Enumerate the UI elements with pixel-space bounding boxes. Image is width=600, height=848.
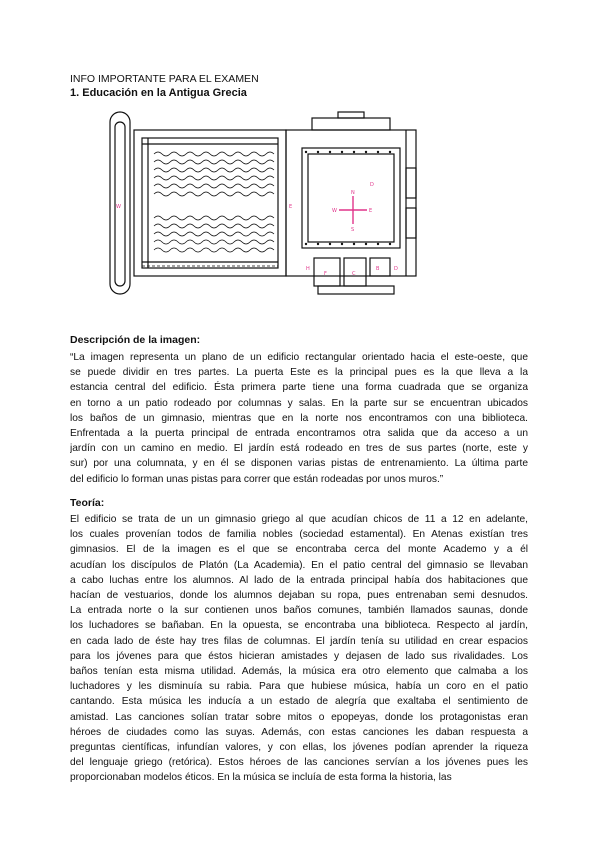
text-line: proporcionaban modelos éticos. En la música se incluía de esta forma la historia, las bbox=[70, 772, 452, 784]
compass-n: N bbox=[351, 190, 355, 196]
text-line: los luchadores se bañaban. En la opuesta, se encontraba una biblioteca. Respecto al jardín, bbox=[70, 620, 528, 632]
text-line: jardín con un camino en medio. El jardín está rodeado en tres de sus partes (norte, este y bbox=[70, 443, 528, 455]
compass-s: S bbox=[351, 227, 355, 233]
central-courtyard bbox=[302, 148, 400, 248]
text-line: cantando. Esta música les inducía a un estado de alegría que exaltaba el sentimiento de bbox=[70, 696, 528, 708]
description-paragraph bbox=[70, 350, 528, 487]
garden-pattern bbox=[142, 152, 278, 266]
section-title: 1. Educación en la Antigua Grecia bbox=[70, 87, 247, 99]
document-header: INFO IMPORTANTE PARA EL EXAMEN bbox=[70, 73, 259, 85]
text-line: gimnasios. El de la imagen es el que se encontraba cerca del monte Academo y a él bbox=[70, 544, 528, 556]
garden-inner bbox=[142, 138, 278, 268]
text-line: para los jóvenes para que éstos hicieran amistades y dejasen de lado sus rivalidades. Los bbox=[70, 650, 528, 662]
gymnasium-floor-plan bbox=[106, 108, 424, 300]
text-line: hacían de vestuarios, donde los alumnos dejaban su ropa, pues entrenaban semi desnudos. bbox=[70, 590, 528, 602]
compass-icon bbox=[339, 196, 367, 224]
running-track-outer bbox=[110, 112, 130, 294]
text-line: héroes de ciudades como las suyas. Además, con estas canciones les daban respuesta a bbox=[70, 726, 528, 738]
label-d2: D bbox=[394, 266, 398, 272]
text-line: “La imagen representa un plano de un edificio rectangular orientado hacia el este-oeste, que bbox=[70, 352, 528, 363]
label-h: H bbox=[306, 266, 310, 272]
text-line: baños tenían esta misma utilidad. Además, la música era otro elemento que calmaba a los bbox=[70, 666, 528, 678]
text-line: los cuales provenían todos de familia nobles (sociedad estamental). En Atenas existían tres bbox=[70, 529, 528, 541]
compass-e: E bbox=[369, 208, 373, 214]
text-line: El edificio se trata de un un gimnasio griego al que acudían chicos de 11 a 12 en adelante, bbox=[70, 514, 528, 525]
text-line: preguntas científicas, infundían valores, y con ellas, los jóvenes podían aprender la riqueza bbox=[70, 742, 528, 754]
text-line: estancia central del edificio. Ésta primera parte tiene una forma cuadrada que se organiza bbox=[70, 382, 528, 394]
text-line: los baños de un gimnasio, mientras que en la norte nos encontramos con una biblioteca. bbox=[70, 412, 528, 424]
label-d: D bbox=[370, 182, 374, 188]
text-line: a cabo luchas entre los alumnos. Al lado de la entrada principal había dos habitaciones que bbox=[70, 574, 528, 586]
label-f: F bbox=[324, 271, 327, 277]
label-c: C bbox=[352, 271, 356, 277]
colonnade-dots bbox=[305, 151, 391, 245]
theory-paragraph bbox=[70, 512, 528, 786]
text-line: luchadores y les disminuía su rabia. Para que hubiese música, había un coro en el patio bbox=[70, 681, 528, 693]
text-line: La entrada norte o la sur contienen unos baños comunes, también llamados saunas, donde bbox=[70, 605, 528, 617]
description-title: Descripción de la imagen: bbox=[70, 334, 201, 346]
text-line: del lenguaje griego (retórica). Estos héroes de las canciones servían a los jóvenes pues les bbox=[70, 757, 528, 769]
text-line: acudían los discípulos de Platón (La Academia). En el patio central del gimnasio se llevaban bbox=[70, 559, 528, 571]
compass-w: W bbox=[332, 208, 337, 214]
text-line: del edificio lo forman unas pistas para correr que están rodeadas por unos muros.” bbox=[70, 473, 444, 485]
text-line: Enfrentada a la puerta principal de entrada encontramos otra salida que da acceso a un bbox=[70, 428, 528, 440]
text-line: sur) por una columnata, y en él se disponen varias pistas de entrenamiento. La última parte bbox=[70, 458, 528, 470]
text-line: en torno a un patio rodeado por columnas y salas. En la parte sur se encuentran ubicados bbox=[70, 397, 528, 409]
label-side-e: E bbox=[289, 204, 293, 210]
label-west: W bbox=[116, 204, 121, 210]
text-line: se puede dividir en tres partes. La puerta Este es la principal pues es la que lleva a la bbox=[70, 367, 528, 379]
text-line: amistad. Las canciones solían tratar sobre mitos o epopeyas, donde los protagonistas eran bbox=[70, 711, 528, 723]
theory-title: Teoría: bbox=[70, 497, 105, 509]
label-b: B bbox=[376, 266, 380, 272]
text-line: en cada lado de éste hay tres filas de columnas. El jardín tenía su utilidad en crear espacios bbox=[70, 635, 528, 647]
